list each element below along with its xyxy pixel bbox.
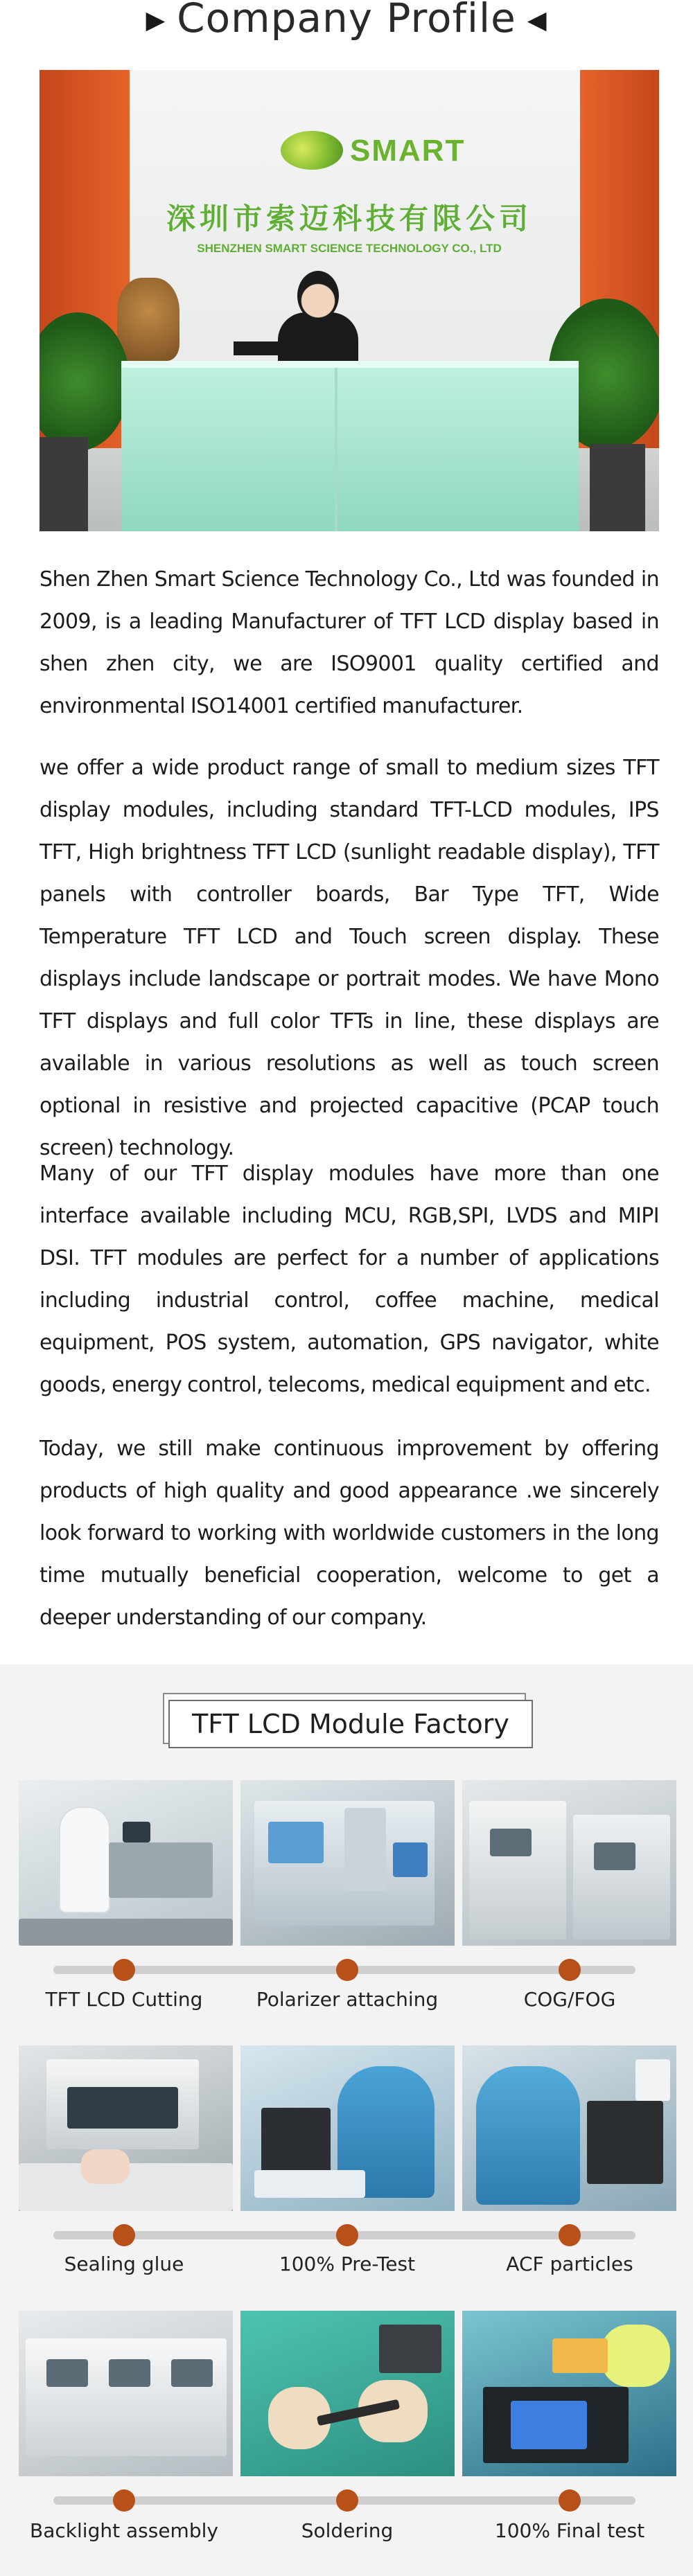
process-dot xyxy=(559,1959,581,1981)
profile-paragraph: we offer a wide product range of small to medium sizes TFT display modules, including standard TFT-LCD modules, IPS TFT, High brightness TFT LCD (sunlight readable display), TFT panels with controller boards, Bar Type TFT, Wide Temperature TFT LCD and Touch screen display. These displays include landscape or portrait modes. We have Mono TFT displays and full color TFTs in line, these displays are available in various resolutions as well as touch screen optional in resistive and projected capacitive (PCAP touch screen) technology. xyxy=(40,756,659,1160)
company-logo-word: SMART xyxy=(350,134,466,168)
decorative-statue xyxy=(117,278,179,361)
step-photo-cog-fog xyxy=(462,1780,676,1946)
monitor xyxy=(234,341,310,355)
company-name-english: SHENZHEN SMART SCIENCE TECHNOLOGY CO., LTD xyxy=(197,242,502,255)
factory-title: TFT LCD Module Factory xyxy=(168,1700,533,1748)
reception-desk xyxy=(121,361,579,531)
process-dot xyxy=(336,2489,358,2512)
process-dot xyxy=(336,2224,358,2246)
step-caption: Sealing glue xyxy=(64,2253,184,2275)
step-photo-backlight-assembly xyxy=(19,2311,233,2476)
profile-paragraph: Today, we still make continuous improvement by offering products of high quality and good appearance .we sincerely look forward to working with worldwide customers in the long time mutually beneficial cooperation, welcome to get a deeper understanding of our company. xyxy=(40,1437,659,1630)
step-caption: Backlight assembly xyxy=(30,2519,218,2542)
triangle-left-icon: ◀ xyxy=(527,6,547,35)
triangle-right-icon: ▶ xyxy=(146,6,166,35)
office-reception-photo xyxy=(40,70,659,531)
step-photo-acf-particles xyxy=(462,2045,676,2211)
step-caption: 100% Final test xyxy=(494,2519,645,2542)
desk-divider xyxy=(335,368,337,531)
plant-pot xyxy=(40,437,88,531)
step-caption: TFT LCD Cutting xyxy=(45,1988,203,2011)
profile-paragraph: Many of our TFT display modules have more than one interface available including MCU, RGB,SPI, LVDS and MIPI DSI. TFT modules are perfect for a number of applications including industrial control, coffee machine, medical equipment, POS system, automation, GPS navigator, white goods, energy control, telecoms, medical equipment and etc. xyxy=(40,1162,659,1397)
process-dot xyxy=(336,1959,358,1981)
step-caption: ACF particles xyxy=(506,2253,633,2275)
step-caption: 100% Pre-Test xyxy=(279,2253,416,2275)
process-dot xyxy=(113,2224,135,2246)
page-title-text: Company Profile xyxy=(177,0,516,42)
process-dot xyxy=(559,2489,581,2512)
step-photo-pre-test xyxy=(240,2045,455,2211)
page-title xyxy=(0,0,693,42)
process-dot xyxy=(113,1959,135,1981)
step-photo-sealing-glue xyxy=(19,2045,233,2211)
step-caption: COG/FOG xyxy=(523,1988,616,2011)
plant-pot xyxy=(590,444,645,531)
profile-paragraph: Shen Zhen Smart Science Technology Co., Ltd was founded in 2009, is a leading Manufacturer of TFT LCD display based in shen zhen city, we are ISO9001 quality certified and environmental ISO14001 certified manufacturer. xyxy=(40,567,659,718)
process-dot xyxy=(113,2489,135,2512)
company-logo-mark xyxy=(281,131,343,170)
step-photo-tft-lcd-cutting xyxy=(19,1780,233,1946)
process-dot xyxy=(559,2224,581,2246)
step-photo-soldering xyxy=(240,2311,455,2476)
company-name-chinese: 深圳市索迈科技有限公司 xyxy=(166,202,532,236)
receptionist-head xyxy=(297,271,339,321)
step-photo-final-test xyxy=(462,2311,676,2476)
step-caption: Polarizer attaching xyxy=(256,1988,439,2011)
step-photo-polarizer-attaching xyxy=(240,1780,455,1946)
step-caption: Soldering xyxy=(301,2519,394,2542)
